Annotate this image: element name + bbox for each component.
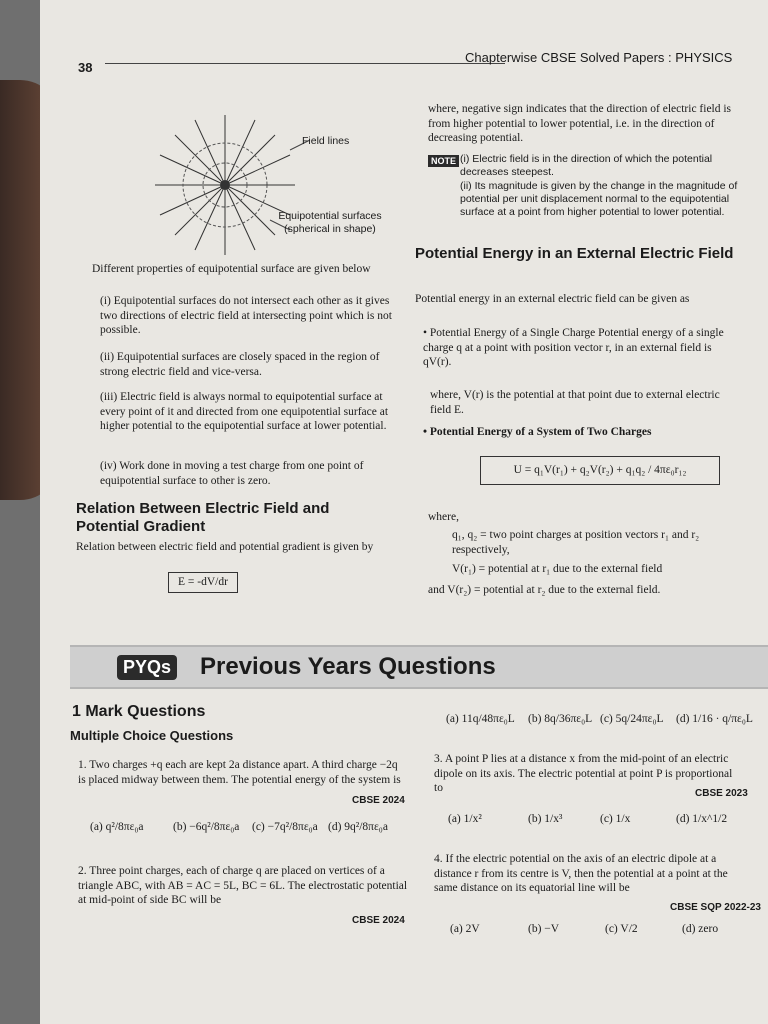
subsection-heading: Multiple Choice Questions <box>70 728 234 743</box>
q2-option-b[interactable]: (b) 8q/36πε₀L <box>528 713 593 725</box>
pyq-title: Previous Years Questions <box>200 653 496 680</box>
question-2: 2. Three point charges, each of charge q are placed on vertices of a triangle ABC, with AB = AC = 5L, BC = 6L. The electrostatic potential at mid-point of side BC will be <box>78 865 408 906</box>
property-item: (ii) Equipotential surfaces are closely spaced in the region of strong electric field and vice-versa. <box>100 351 380 378</box>
question-3: 3. A point P lies at a distance x from the mid-point of an electric dipole on its axis. The electric potential at point P is proportional to <box>434 753 733 794</box>
label-equipotential: Equipotential surfaces (spherical in shape) <box>278 210 382 235</box>
q3-option-a[interactable]: (a) 1/x² <box>448 813 482 825</box>
q2-option-d[interactable]: (d) 1/16 · q/πε₀L <box>676 713 753 725</box>
q1-option-b[interactable]: (b) −6q²/8πε₀a <box>173 821 240 833</box>
header-rule <box>105 63 505 64</box>
pe-two-charges: • Potential Energy of a System of Two Charges <box>423 426 652 438</box>
note-item: (ii) Its magnitude is given by the change in the magnitude of potential per unit displacement normal to the equipotential surface at a point from higher potential to lower potential. <box>460 180 738 218</box>
q1-option-c[interactable]: (c) −7q²/8πε₀a <box>252 821 318 833</box>
q1-option-a[interactable]: (a) q²/8πε₀a <box>90 821 144 833</box>
question-3-tag: CBSE 2023 <box>695 788 748 799</box>
q4-option-d[interactable]: (d) zero <box>682 923 719 935</box>
label-field-lines: Field lines <box>302 135 350 147</box>
q4-option-a[interactable]: (a) 2V <box>450 923 480 935</box>
q1-option-d[interactable]: (d) 9q²/8πε₀a <box>328 821 388 833</box>
question-1-tag: CBSE 2024 <box>352 795 405 806</box>
textbook-page <box>40 0 768 1024</box>
negative-sign-text: where, negative sign indicates that the direction of electric field is from higher potential to lower potential, i.e. in the direction of decreasing potential. <box>428 103 732 144</box>
pe-single-charge: • Potential Energy of a Single Charge Potential energy of a single charge q at a point with position vector r, in an external field is qV(r). <box>423 327 724 368</box>
property-item: (i) Equipotential surfaces do not intersect each other as it gives two directions of electric field at intersecting point which is not possible. <box>100 295 392 336</box>
property-item: (iv) Work done in moving a test charge from one point of equipotential surface to other is zero. <box>100 460 364 487</box>
q3-option-b[interactable]: (b) 1/x³ <box>528 813 563 825</box>
question-1: 1. Two charges +q each are kept 2a distance apart. A third charge −2q is placed midway between them. The potential energy of the system is <box>78 759 401 786</box>
pe-intro: Potential energy in an external electric field can be given as <box>415 293 690 305</box>
relation-formula: E = -dV/dr <box>168 572 238 593</box>
page-header-title: Chapterwise CBSE Solved Papers : PHYSICS <box>465 50 733 65</box>
where-item: q₁, q₂ = two point charges at position vectors r₁ and r₂ respectively, <box>452 529 700 556</box>
pyq-badge: PYQs <box>117 655 177 680</box>
pe-single-where: where, V(r) is the potential at that point due to external electric field E. <box>430 389 720 416</box>
relation-heading: Relation Between Electric Field and Potential Gradient <box>76 500 330 535</box>
pe-heading: Potential Energy in an External Electric Field <box>415 245 734 262</box>
where-item: and V(r₂) = potential at r₂ due to the external field. <box>428 584 661 596</box>
note-item: (i) Electric field is in the direction of which the potential decreases steepest. <box>460 153 713 178</box>
q4-option-b[interactable]: (b) −V <box>528 923 560 935</box>
relation-text: Relation between electric field and potential gradient is given by <box>76 541 374 553</box>
q3-option-d[interactable]: (d) 1/x^1/2 <box>676 813 728 825</box>
note-badge: NOTE <box>428 155 459 167</box>
equipotential-figure <box>150 110 380 260</box>
properties-intro: Different properties of equipotential surface are given below <box>92 263 371 275</box>
question-2-tag: CBSE 2024 <box>352 915 405 926</box>
page-number: 38 <box>78 60 93 75</box>
property-item: (iii) Electric field is always normal to equipotential surface at every point of it and directed from one equipotential surface at higher potential to the equipotential surface at lower potential. <box>100 391 389 432</box>
where-label: where, <box>428 511 459 523</box>
q3-option-c[interactable]: (c) 1/x <box>600 813 631 825</box>
question-4-tag: CBSE SQP 2022-23 <box>670 902 761 913</box>
pe-formula: U = q₁V(r₁) + q₂V(r₂) + q₁q₂ / 4πε₀r₁₂ <box>480 456 720 485</box>
q2-option-a[interactable]: (a) 11q/48πε₀L <box>446 713 515 725</box>
where-item: V(r₁) = potential at r₁ due to the external field <box>452 563 663 575</box>
question-4: 4. If the electric potential on the axis of an electric dipole at a distance r from its centre is V, then the potential at a point at the same distance on its equatorial line will be <box>434 853 728 894</box>
q2-option-c[interactable]: (c) 5q/24πε₀L <box>600 713 664 725</box>
pyq-banner <box>70 645 768 689</box>
q4-option-c[interactable]: (c) V/2 <box>605 923 638 935</box>
section-heading: 1 Mark Questions <box>72 703 206 720</box>
